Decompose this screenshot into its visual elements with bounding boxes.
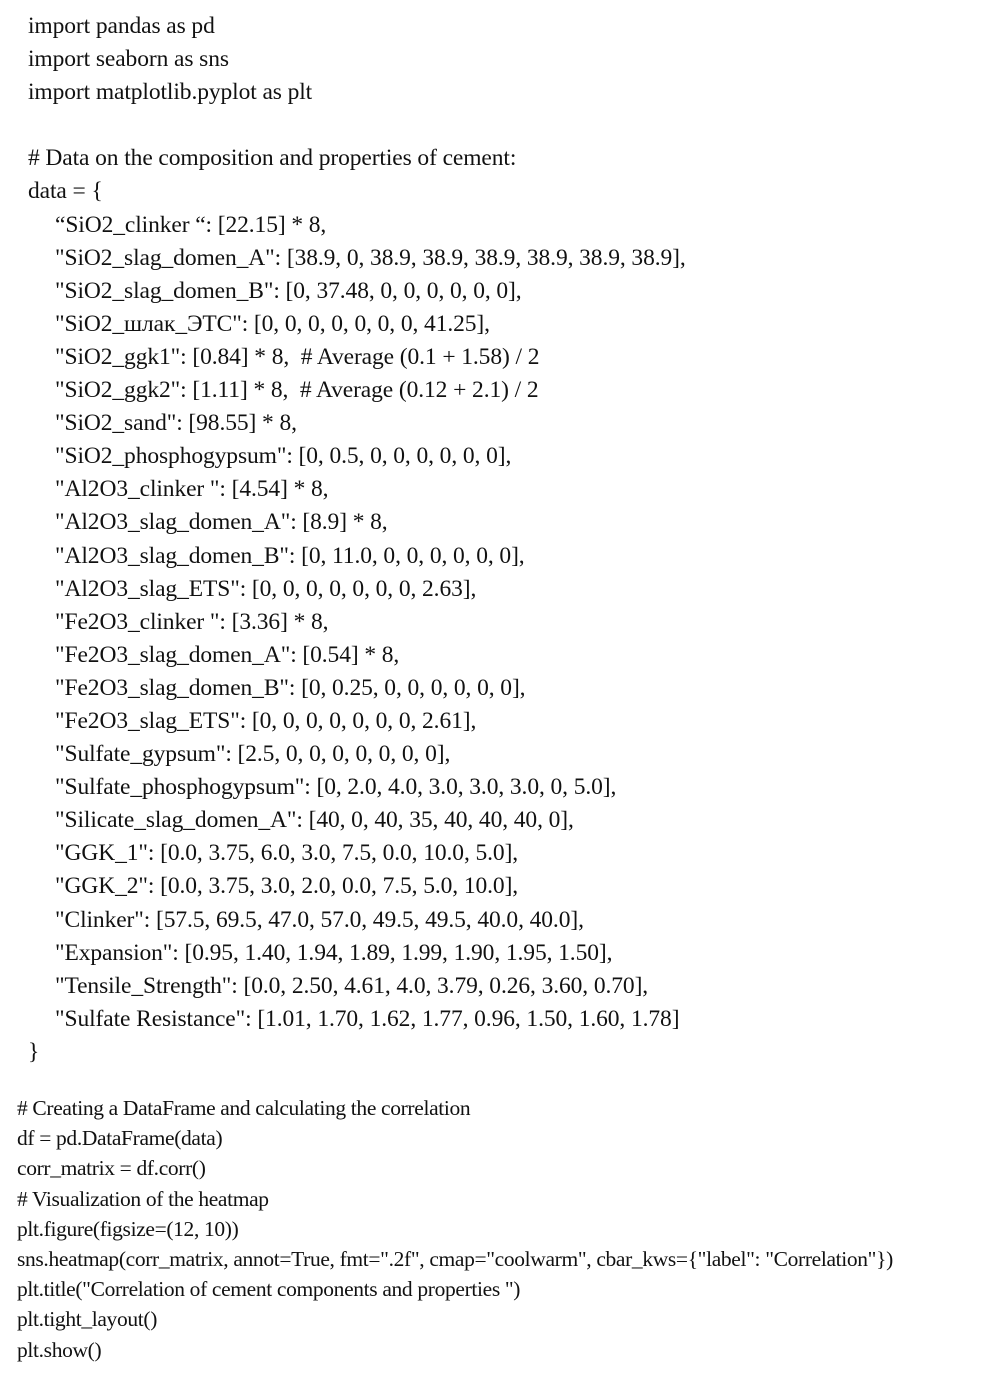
code-line-heatmap: sns.heatmap(corr_matrix, annot=True, fmt=".2f", cmap="coolwarm", cbar_kws={"label": "Correlation"}) — [17, 1246, 893, 1271]
code-line-data-entry: "Fe2O3_clinker ": [3.36] * 8, — [55, 608, 329, 635]
code-line-data-entry: "Tensile_Strength": [0.0, 2.50, 4.61, 4.0, 3.79, 0.26, 3.60, 0.70], — [55, 972, 649, 999]
code-line-data-entry: "Al2O3_slag_domen_A": [8.9] * 8, — [55, 509, 388, 536]
code-line-data-entry: "SiO2_slag_domen_A": [38.9, 0, 38.9, 38.9, 38.9, 38.9, 38.9, 38.9], — [55, 244, 686, 271]
code-line-import-seaborn: import seaborn as sns — [28, 46, 229, 73]
code-line-corr-matrix: corr_matrix = df.corr() — [17, 1156, 206, 1181]
code-line-data-entry: "SiO2_sand": [98.55] * 8, — [55, 410, 297, 437]
code-line-data-open: data = { — [28, 178, 103, 205]
code-comment-data: # Data on the composition and properties of cement: — [28, 145, 517, 172]
code-line-data-entry: "Silicate_slag_domen_A": [40, 0, 40, 35, 40, 40, 40, 0], — [55, 807, 574, 834]
code-block-heatmap — [17, 1093, 893, 1365]
code-line-figure: plt.figure(figsize=(12, 10)) — [17, 1216, 239, 1241]
code-line-data-entry: "SiO2_ggk1": [0.84] * 8, # Average (0.1 + 1.58) / 2 — [55, 343, 540, 370]
code-line-title: plt.title("Correlation of cement components and properties ") — [17, 1277, 521, 1302]
code-line-import-pandas: import pandas as pd — [28, 13, 215, 39]
code-line-data-entry: "Sulfate_gypsum": [2.5, 0, 0, 0, 0, 0, 0, 0], — [55, 741, 451, 768]
code-comment-dataframe: # Creating a DataFrame and calculating the correlation — [17, 1096, 471, 1120]
code-line-data-entry: "SiO2_шлак_ЭТС": [0, 0, 0, 0, 0, 0, 0, 41.25], — [55, 310, 490, 337]
code-line-data-entry: "SiO2_slag_domen_B": [0, 37.48, 0, 0, 0, 0, 0, 0], — [55, 277, 522, 304]
code-line-data-entry: "Al2O3_slag_domen_B": [0, 11.0, 0, 0, 0, 0, 0, 0], — [55, 542, 525, 569]
code-line-data-entry: "Expansion": [0.95, 1.40, 1.94, 1.89, 1.99, 1.90, 1.95, 1.50], — [55, 939, 613, 966]
code-line-data-entry: "Sulfate Resistance": [1.01, 1.70, 1.62, 1.77, 0.96, 1.50, 1.60, 1.78] — [55, 1005, 680, 1032]
code-line-data-entry: "Fe2O3_slag_domen_A": [0.54] * 8, — [55, 641, 400, 668]
code-line-dataframe: df = pd.DataFrame(data) — [17, 1126, 223, 1151]
code-line-data-entry: "SiO2_phosphogypsum": [0, 0.5, 0, 0, 0, 0, 0, 0], — [55, 443, 512, 470]
code-line-data-entry: "Al2O3_clinker ": [4.54] * 8, — [55, 476, 329, 503]
code-line-tight-layout: plt.tight_layout() — [17, 1307, 158, 1332]
code-line-data-close: } — [28, 1038, 40, 1065]
code-line-data-entry: "Sulfate_phosphogypsum": [0, 2.0, 4.0, 3.0, 3.0, 3.0, 0, 5.0], — [55, 774, 617, 801]
code-line-data-entry: “SiO2_clinker “: [22.15] * 8, — [55, 211, 327, 238]
code-line-data-entry: "Fe2O3_slag_domen_B": [0, 0.25, 0, 0, 0, 0, 0, 0], — [55, 674, 526, 701]
code-block-data — [28, 10, 686, 1069]
code-line-show: plt.show() — [17, 1337, 102, 1362]
code-line-data-entry: "Al2O3_slag_ETS": [0, 0, 0, 0, 0, 0, 0, 2.63], — [55, 575, 477, 602]
code-line-data-entry: "Fe2O3_slag_ETS": [0, 0, 0, 0, 0, 0, 0, 2.61], — [55, 707, 477, 734]
code-line-data-entry: "Clinker": [57.5, 69.5, 47.0, 57.0, 49.5, 49.5, 40.0, 40.0], — [55, 906, 584, 933]
blank-line — [28, 109, 686, 142]
code-line-data-entry: "GGK_1": [0.0, 3.75, 6.0, 3.0, 7.5, 0.0, 10.0, 5.0], — [55, 840, 519, 867]
code-line-data-entry: "SiO2_ggk2": [1.11] * 8, # Average (0.12 + 2.1) / 2 — [55, 377, 539, 404]
code-line-import-matplotlib: import matplotlib.pyplot as plt — [28, 79, 313, 106]
code-comment-visualization: # Visualization of the heatmap — [17, 1186, 269, 1211]
code-line-data-entry: "GGK_2": [0.0, 3.75, 3.0, 2.0, 0.0, 7.5, 5.0, 10.0], — [55, 873, 519, 900]
